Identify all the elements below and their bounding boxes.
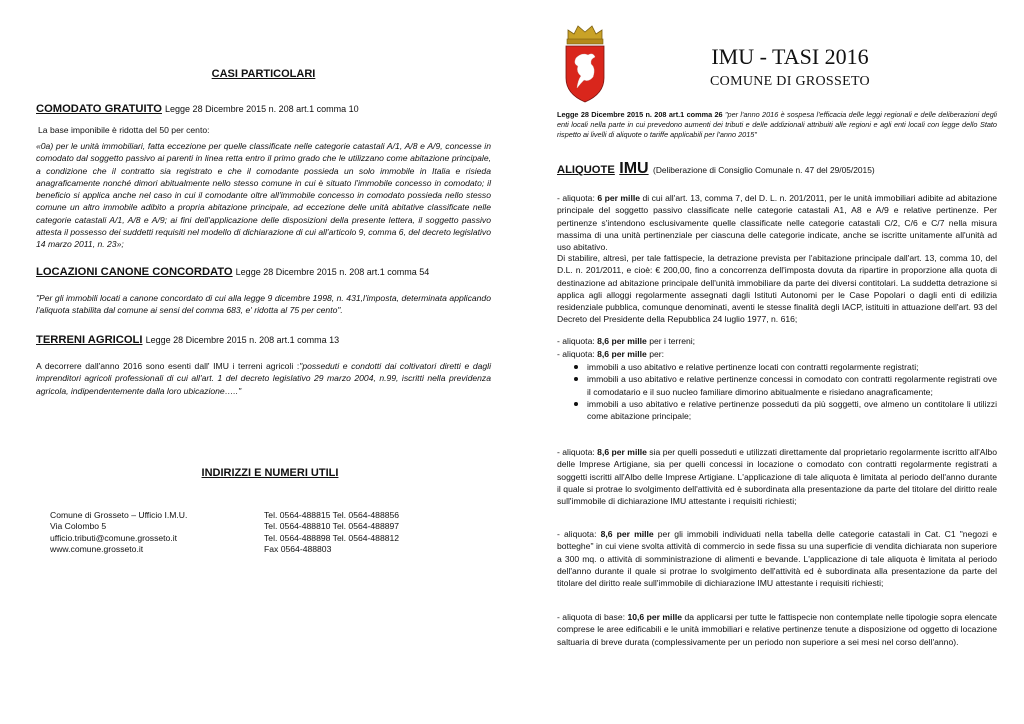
aliquota-abitazione-principale [557,192,997,253]
comodato-title: COMODATO GRATUITO [36,103,162,115]
terreni-text [36,360,491,397]
p3-text: per i terreni; [646,336,696,346]
p4-prefix: - aliquota: [557,349,598,359]
casi-particolari-heading: CASI PARTICOLARI [211,68,316,80]
aliquota-terreni [557,335,997,347]
contact-website[interactable]: www.comune.grosseto.it [50,543,144,554]
p7-prefix: - aliquota di base: [557,612,628,622]
aliquote-ref: (Deliberazione di Consiglio Comunale n. 47 del 29/05/2015) [653,165,875,175]
p1-rate: 6 per mille [597,193,640,203]
contact-email[interactable]: ufficio.tributi@comune.grosseto.it [50,532,178,543]
contact-fax: Fax 0564-488803 [264,543,332,554]
terreni-heading [36,334,491,346]
law-ref: Legge 28 Dicembre 2015 n. 208 art.1 comma 26 [557,110,723,119]
document-subtitle: COMUNE DI GROSSETO [710,74,870,89]
p1-prefix: - aliquota: [557,193,598,203]
p3-rate: 8,6 per mille [597,336,647,346]
p7-rate: 10,6 per mille [627,612,682,622]
p6-rate: 8,6 per mille [600,529,654,539]
locazioni-ref: Legge 28 Dicembre 2015 n. 208 art.1 comma 54 [235,267,430,277]
aliquota-per [557,348,997,360]
list-item: immobili a uso abitativo e relative pertinenze posseduti da più soggetti, ove almeno un contitolare li utilizzi come abitazione principale; [587,398,997,422]
contacts-right [264,510,464,555]
contact-phone-2: Tel. 0564-488810 Tel. 0564-488897 [264,521,400,532]
aliquota-bullet-list [557,361,997,422]
detrazione-paragraph: Di stabilire, altresì, per tale fattispecie, la detrazione prevista per l'abitazione principale dall'art. 13, comma 10, del D.L. n. 201/2011, e cioè: € 200,00, fino a concorrenza dell'imposta dovuta da ripartire in proporzione alla quota di destinazione ad abitazione principale dell'unità immobiliare da parte dei diversi contitolari. La suddetta detrazione si applica agli alloggi regolarmente assegnati dagli Istituti Autonomi per le Case Popolari o dagli enti di edilizia residenziale pubblica, comunque denominati, aventi le stesse finalità degli IACP, istituiti in attuazione dell'art. 93 del Decreto del Presidente della Repubblica 24 luglio 1977, n. 616; [557,253,997,325]
grosseto-crest-icon [562,22,608,104]
comodato-heading [36,103,491,115]
locazioni-title: LOCAZIONI CANONE CONCORDATO [36,266,233,278]
comodato-intro: La base imponibile è ridotta del 50 per cento: [38,125,210,135]
comodato-ref: Legge 28 Dicembre 2015 n. 208 art.1 comma 10 [165,104,359,114]
locazioni-heading [36,266,491,278]
locazioni-text: "Per gli immobili locati a canone concordato di cui alla legge 9 dicembre 1998, n. 431,l'imposta, determinata applicando l'aliquota stabilita dal comune ai sensi del comma 683, e' ridotta al 75 per cento". [36,293,491,316]
p5-rate: 8,6 per mille [597,447,647,457]
aliquote-imu: IMU [619,160,649,177]
law-excerpt [557,110,997,141]
comodato-text: «0a) per le unità immobiliari, fatta eccezione per quelle classificate nelle categorie catastali A/1, A/8 e A/9, concesse in comodato dal soggetto passivo ai parenti in linea retta entro il primo grado che le utilizzano come abitazione principale, a condizione che il contratto sia registrato e che il comodante possieda un solo immobile in Italia e risieda anagraficamente nonché dimori abitualmente nello stesso comune in cui è situato l'immobile concesso in comodato; il beneficio si applica anche nel caso in cui il comodante oltre all'immobile concesso in comodato possieda nello stesso comune un altro immobile adibito a propria abitazione principale, ad eccezione delle unità abitative classificate nelle categorie catastali A/1, A/8 e A/9; ai fini dell'applicazione delle disposizioni della presente lettera, il soggetto passivo attesta il possesso dei suddetti requisiti nel modello di dichiarazione di cui all'articolo 9, comma 6, del decreto legislativo 14 marzo 2011, n. 23»; [36,141,491,250]
aliquote-label: ALIQUOTE [557,164,615,176]
terreni-ref: Legge 28 Dicembre 2015 n. 208 art.1 comma 13 [145,335,340,345]
aliquote-heading [557,160,997,178]
list-item: immobili a uso abitativo e relative pertinenze concessi in comodato con contratti regolarmente registrati ove il comodatario e il suo nucleo familiare dimorino abitualmente e risiedano anagraficamente; [587,374,997,397]
contact-address: Via Colombo 5 [50,521,107,532]
contact-phone-3: Tel. 0564-488898 Tel. 0564-488812 [264,532,400,543]
p6-text: per gli immobili individuati nella tabella delle categorie catastali in Cat. C1 "negozi e botteghe" in cui viene svolta attività di commercio in sede fissa su una superficie di vendita dichiarata non superiore a 300 mq. o attività di somministrazione di alimenti e bevande. L'applicazione di tale aliquota è limitata al periodo dell'anno durante il quale si protrae lo svolgimento dell'attività ed è subordinata alla presentazione da parte del titolare del diritto reale sull'immobile di dichiarazione IMU attestante i requisiti richiesti; [557,529,997,589]
aliquota-base [557,611,997,648]
p6-prefix: - aliquota: [557,529,601,539]
p4-text: per: [646,349,665,359]
document-title: IMU - TASI 2016 [711,44,869,69]
law-text: "per l'anno 2016 è sospesa l'efficacia delle leggi regionali e delle deliberazioni degli enti locali nella parte in cui prevedono aumenti dei tributi e delle addizionali attribuiti alle regioni e agli enti locali con legge dello Stato rispetto ai livelli di aliquote o tariffe applicabili per l'anno 2015" [557,110,997,140]
contact-phone-1: Tel. 0564-488815 Tel. 0564-488856 [264,510,400,520]
p1-text: di cui all'art. 13, comma 7, del D. L. n. 201/2011, per le unità immobiliari adibite ad abitazione principale del soggetto passivo classificate nelle categorie catastali A1, A8 e A/9 e relative pertinenze. Per pertinenze s'intendono esclusivamente quelle classificate nelle categorie catastali C/2, C/6 e C/7 nella misura massima di una unità pertinenziale per ciascuna delle categorie indicate, anche se iscritte unitamente all'unità ad uso abitativo. [557,193,997,253]
indirizzi-heading: INDIRIZZI E NUMERI UTILI [201,467,339,479]
aliquota-negozi [557,528,997,589]
p3-prefix: - aliquota: [557,336,598,346]
p4-rate: 8,6 per mille [597,349,647,359]
terreni-text-plain: A decorrere dall'anno 2016 sono esenti dall' IMU i terreni agricoli : [36,361,300,371]
p5-prefix: - aliquota: [557,447,598,457]
p5-text: sia per quelli posseduti e utilizzati direttamente dal proprietario regolarmente iscritto all'Albo delle Imprese Artigiane, sia per quelli concessi in locazione o comodato con contratti regolarmente registrati a soggetti iscritti all'Albo delle Imprese Artigiane. L'applicazione di tale aliquota è limitata al periodo dell'anno durante il quale si protrae lo svolgimento dell'attività ed è subordinata alla presentazione da parte del titolare del diritto reale sull'immobile di dichiarazione IMU attestante i requisiti richiesti; [557,447,997,507]
terreni-text-italic: "posseduti e condotti dai coltivatori diretti e dagli imprenditori agricoli professionali di cui all'art. 1 del decreto legislativo 29 marzo 2004, n.99, iscritti nella previdenza agricola, indipendentemente dalla loro ubicazione….." [36,361,491,396]
list-item: immobili a uso abitativo e relative pertinenze locati con contratti regolarmente registrati; [587,361,997,373]
terreni-title: TERRENI AGRICOLI [36,334,143,346]
p7-text: da applicarsi per tutte le fattispecie non contemplate nelle tipologie sopra elencate comprese le aree edificabili e le unità immobiliari e relative pertinenze tenute a disposizione od oggetto di locazione saltuaria di breve durata (complessivamente per un periodo non superiore a sei mesi nel corso dell'anno). [557,612,997,647]
contact-office: Comune di Grosseto – Ufficio I.M.U. [50,510,188,520]
aliquota-artigiani [557,446,997,507]
contacts-left [50,510,250,555]
